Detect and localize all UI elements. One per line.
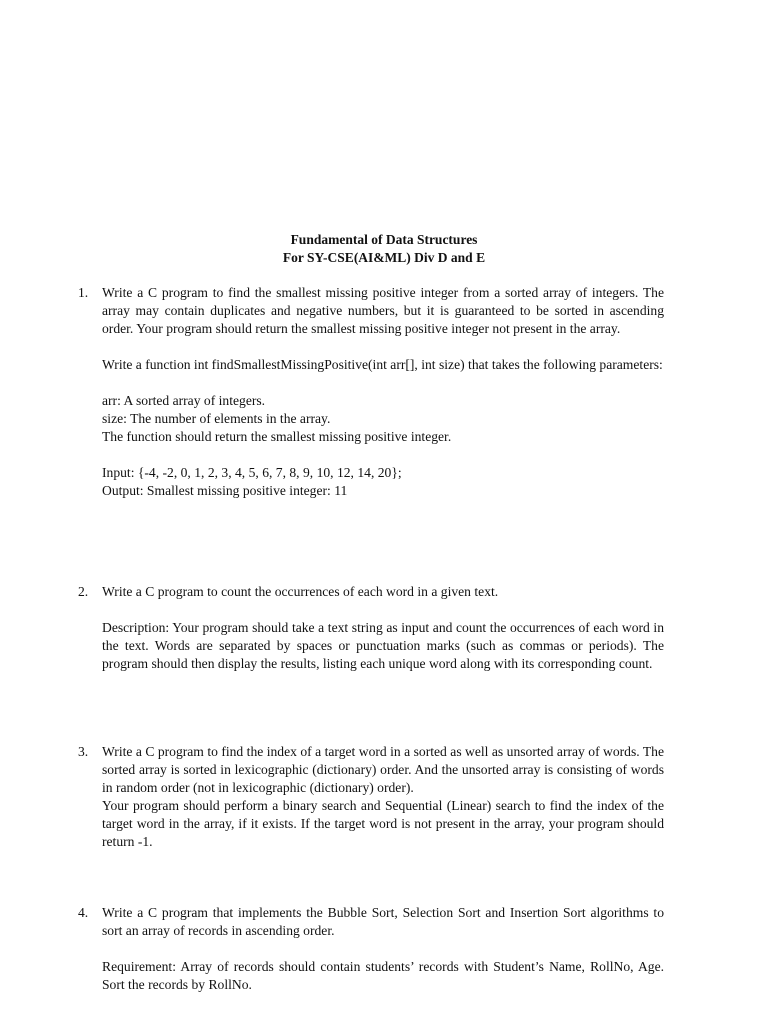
question-4 <box>78 904 664 994</box>
function-description: Write a function int findSmallestMissingPositive(int arr[], int size) that takes the following parameters: <box>102 357 663 372</box>
question-statement: Write a C program to find the smallest missing positive integer from a sorted array of integers. The array may contain duplicates and negative numbers, but it is guaranteed to be sorted in ascending order. Your program should return the smallest missing positive integer not present in the array. <box>102 285 664 336</box>
question-statement: Write a C program to count the occurrences of each word in a given text. <box>102 584 499 599</box>
question-statement: Write a C program to find the index of a target word in a sorted as well as unsorted array of words. The sorted array is sorted in lexicographic (dictionary) order. And the unsorted array is consisting of words in random order (not in lexicographic (dictionary) order). <box>102 744 664 795</box>
question-number: 4. <box>78 905 89 920</box>
question-number: 2. <box>78 584 89 599</box>
sample-output: Output: Smallest missing positive integer: 11 <box>102 483 348 498</box>
question-2 <box>78 583 664 673</box>
question-detail: Your program should perform a binary search and Sequential (Linear) search to find the index of the target word in the array, if it exists. If the target word is not present in the array, your program should return -1. <box>102 798 664 849</box>
question-1 <box>78 284 664 500</box>
question-number: 1. <box>78 285 89 300</box>
question-statement: Write a C program that implements the Bubble Sort, Selection Sort and Insertion Sort algorithms to sort an array of records in ascending order. <box>102 905 664 938</box>
param-size: size: The number of elements in the array. <box>102 411 331 426</box>
document-subtitle: For SY-CSE(AI&ML) Div D and E <box>282 250 486 265</box>
question-description: Description: Your program should take a text string as input and count the occurrences of each word in the text. Words are separated by spaces or punctuation marks (such as commas or periods). The program should then display the results, listing each unique word along with its corresponding count. <box>102 620 664 671</box>
question-requirement: Requirement: Array of records should contain students’ records with Student’s Name, RollNo, Age. Sort the records by RollNo. <box>102 959 664 992</box>
return-description: The function should return the smallest missing positive integer. <box>102 429 452 444</box>
param-arr: arr: A sorted array of integers. <box>102 393 266 408</box>
document-title: Fundamental of Data Structures <box>290 232 478 247</box>
question-number: 3. <box>78 744 89 759</box>
document-heading <box>0 231 768 267</box>
sample-input: Input: {-4, -2, 0, 1, 2, 3, 4, 5, 6, 7, 8, 9, 10, 12, 14, 20}; <box>102 465 402 480</box>
question-3 <box>78 743 664 851</box>
